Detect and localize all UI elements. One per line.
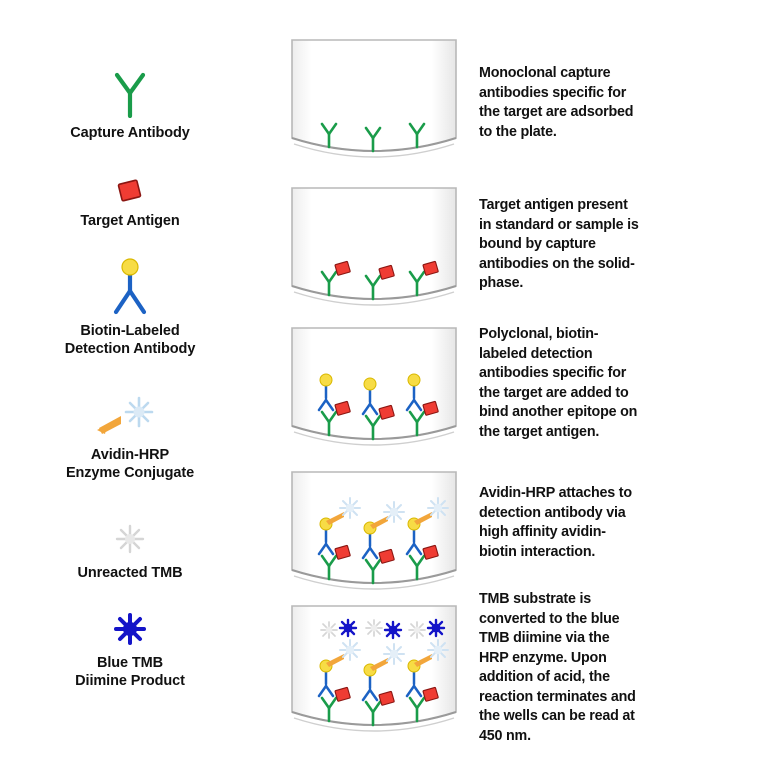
legend-label: [0, 446, 260, 482]
legend-item-avidin-hrp: [0, 394, 260, 482]
description-step-1: [479, 64, 665, 142]
legend-label-line: Avidin-HRP: [90, 447, 170, 463]
well-step-2: [286, 182, 462, 314]
legend-label-line: Unreacted TMB: [77, 565, 183, 581]
legend-label: [0, 212, 260, 230]
legend-item-unreacted-tmb: [0, 518, 260, 582]
legend-item-target-antigen: [0, 176, 260, 230]
well-step-4: [286, 466, 462, 598]
description-line: antibodies specific for: [479, 365, 627, 382]
description-line: in standard or sample is: [479, 216, 639, 233]
description-step-2: [479, 196, 665, 294]
description-line: the wells can be read at: [479, 708, 635, 725]
legend-label: [0, 654, 260, 690]
description-line: Polyclonal, biotin-: [479, 326, 599, 342]
description-line: bind another epitope on: [479, 404, 638, 421]
legend-label-line: Biotin-Labeled: [80, 323, 180, 339]
description-line: biotin interaction.: [479, 543, 596, 560]
description-line: HRP enzyme. Upon: [479, 649, 607, 666]
well-step-5: [286, 600, 462, 740]
legend-label: [0, 564, 260, 582]
description-line: antibodies specific for: [479, 84, 627, 101]
description-step-4: [479, 484, 665, 562]
well-step-3: [286, 322, 462, 454]
description-line: reaction terminates and: [479, 688, 636, 705]
description-line: high affinity avidin-: [479, 524, 606, 541]
description-line: converted to the blue: [479, 610, 620, 627]
legend-item-capture-antibody: [0, 66, 260, 142]
description-line: the target are adsorbed: [479, 104, 634, 121]
legend-item-biotin-detection-antibody: [0, 258, 260, 358]
avidin-hrp-icon: [0, 394, 260, 444]
description-line: labeled detection: [479, 345, 593, 362]
description-line: Monoclonal capture: [479, 65, 611, 81]
biotin-antibody-icon: [0, 258, 260, 320]
description-line: the target antigen.: [479, 423, 600, 440]
description-line: addition of acid, the: [479, 669, 610, 686]
legend-label-line: Blue TMB: [96, 655, 164, 671]
description-line: detection antibody via: [479, 504, 626, 521]
tmb-blue-icon: [0, 608, 260, 652]
description-line: bound by capture: [479, 236, 596, 253]
description-line: antibodies on the solid-: [479, 255, 635, 272]
description-line: phase.: [479, 275, 524, 292]
legend-item-blue-tmb: [0, 608, 260, 690]
legend-label: [0, 124, 260, 142]
description-line: TMB substrate is: [479, 591, 591, 607]
description-step-3: [479, 325, 665, 442]
description-line: Avidin-HRP attaches to: [479, 485, 632, 501]
description-line: the target are added to: [479, 384, 629, 401]
legend-label-line: Diimine Product: [75, 673, 185, 690]
description-line: 450 nm.: [479, 728, 531, 745]
legend-label-line: Capture Antibody: [70, 125, 190, 141]
antigen-square-icon: [0, 176, 260, 210]
legend-label-line: Detection Antibody: [64, 341, 196, 358]
tmb-unreacted-icon: [0, 518, 260, 562]
legend-label: [0, 322, 260, 358]
description-step-5: [479, 590, 665, 747]
description-line: TMB diimine via the: [479, 630, 610, 647]
description-line: to the plate.: [479, 123, 557, 140]
description-line: Target antigen present: [479, 197, 628, 213]
legend-label-line: Enzyme Conjugate: [65, 465, 195, 482]
antibody-y-icon: [0, 66, 260, 122]
well-step-1: [286, 34, 462, 166]
legend-label-line: Target Antigen: [80, 213, 180, 229]
